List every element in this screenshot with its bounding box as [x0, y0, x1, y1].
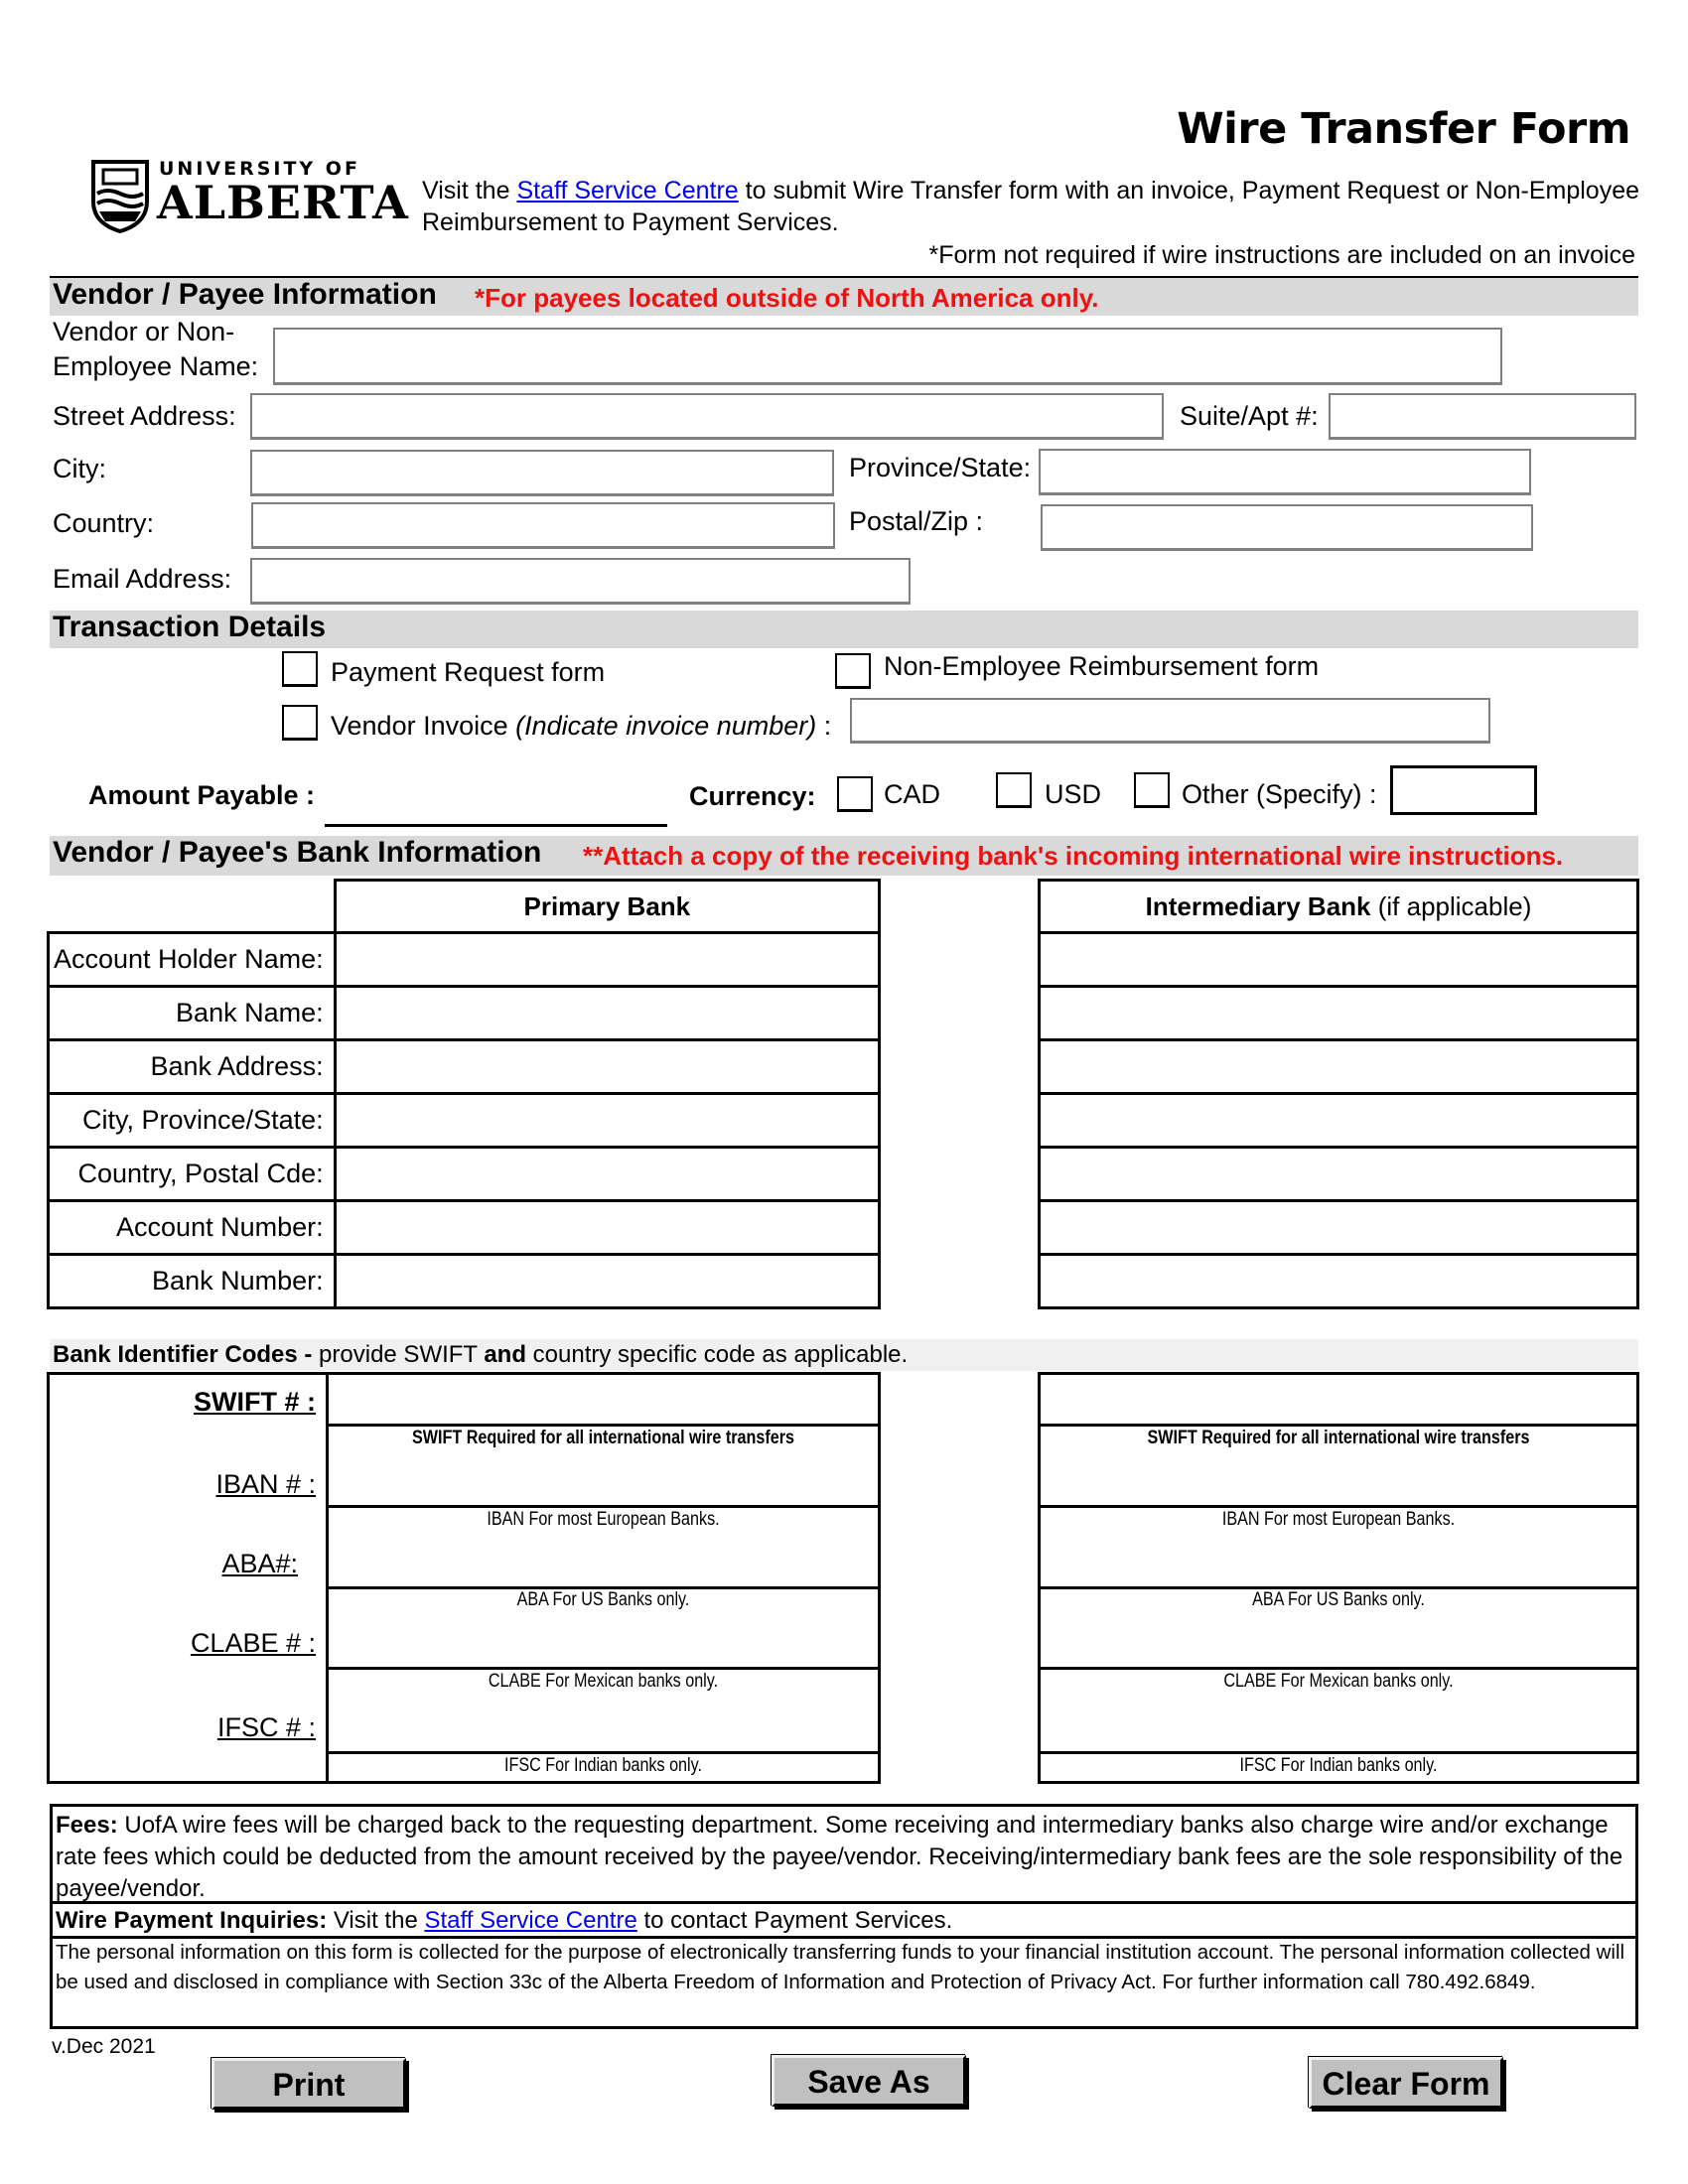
save-as-button[interactable]: Save As [772, 2055, 966, 2107]
vendor-section-bar [50, 278, 1638, 316]
primary-city-province-cell[interactable] [335, 1094, 879, 1148]
form-not-required-note: *Form not required if wire instructions are included on an invoice [928, 241, 1635, 269]
primary-swift-cell[interactable] [329, 1375, 878, 1427]
intermediary-identifier-block [1038, 1372, 1639, 1784]
province-input[interactable] [1041, 451, 1529, 492]
intermediary-ifsc-input[interactable] [1041, 1695, 1636, 1751]
province-label: Province/State: [849, 453, 1032, 482]
iban-hint: IBAN For most European Banks. [487, 1509, 720, 1530]
page-title: Wire Transfer Form [1177, 104, 1630, 154]
bank-row-label: City, Province/State: [49, 1094, 336, 1148]
currency-usd-label: USD [1045, 779, 1102, 809]
suite-input[interactable] [1331, 395, 1634, 437]
vendor-section-title: Vendor / Payee Information [53, 278, 437, 311]
intermediary-bank-number-cell[interactable] [1040, 1255, 1638, 1308]
primary-bank-address-cell[interactable] [335, 1040, 879, 1094]
bank-row-label: Country, Postal Cde: [49, 1148, 336, 1201]
primary-account-number-input[interactable] [337, 1214, 878, 1242]
clabe-hint: CLABE For Mexican banks only. [488, 1671, 719, 1692]
primary-aba-cell[interactable] [329, 1534, 878, 1589]
non-employee-checkbox[interactable] [835, 653, 871, 689]
intermediary-city-province-cell[interactable] [1040, 1094, 1638, 1148]
clabe-label: CLABE # : [190, 1628, 316, 1658]
fees-label: Fees: [56, 1812, 118, 1839]
bank-row-label: Bank Name: [49, 987, 336, 1040]
intermediary-header-bold: Intermediary Bank [1145, 890, 1371, 921]
country-input[interactable] [253, 504, 833, 546]
invoice-number-input[interactable] [852, 700, 1488, 741]
intermediary-aba-input[interactable] [1041, 1534, 1636, 1586]
invoice-number-field[interactable] [850, 698, 1490, 744]
intro-suffix: to submit Wire Transfer form with an invoice, Payment Request or Non-Employee Reimbursement to Payment Services. [422, 177, 1640, 236]
identifier-title-and: and [484, 1341, 526, 1368]
identifier-section-bar [50, 1339, 1638, 1371]
currency-cad-label: CAD [884, 779, 941, 809]
vendor-invoice-hint: (Indicate invoice number) [515, 711, 817, 741]
fees-text: UofA wire fees will be charged back to the requesting department. Some receiving and intermediary banks also charge wire and/or exchange rate fees which could be deducted from the amount received by the payee/vendor. Receiving/intermediary bank fees are the sole responsibility of the payee/vendor. [56, 1812, 1623, 1902]
intermediary-country-postal-input[interactable] [1041, 1160, 1636, 1188]
intro-text [422, 175, 1643, 238]
vendor-name-label-line1: Vendor or Non- [53, 317, 235, 346]
payment-request-label: Payment Request form [331, 657, 606, 687]
vendor-section-note: *For payees located outside of North America only. [475, 283, 1099, 313]
intro-prefix: Visit the [422, 177, 517, 205]
primary-ifsc-input[interactable] [329, 1695, 878, 1751]
country-label: Country: [53, 508, 155, 538]
vendor-invoice-text: Vendor Invoice [331, 711, 516, 741]
swift-hint: SWIFT Required for all international wire transfers [412, 1428, 794, 1448]
iban-label: IBAN # : [215, 1469, 316, 1499]
print-button[interactable]: Print [211, 2058, 406, 2110]
bank-row-label: Account Holder Name: [49, 933, 336, 987]
identifier-labels [50, 1375, 316, 1781]
vendor-name-label-line2: Employee Name: [53, 351, 259, 381]
bank-section-note: **Attach a copy of the receiving bank's incoming international wire instructions. [583, 841, 1564, 871]
primary-account-number-cell[interactable] [335, 1201, 879, 1255]
clear-form-button[interactable]: Clear Form [1309, 2057, 1503, 2109]
primary-city-province-input[interactable] [337, 1107, 878, 1135]
bank-row-label: Account Number: [49, 1201, 336, 1255]
identifier-title-part2: country specific code as applicable. [525, 1341, 909, 1368]
non-employee-label: Non-Employee Reimbursement form [884, 651, 1320, 681]
intermediary-bank-address-cell[interactable] [1040, 1040, 1638, 1094]
primary-ifsc-cell[interactable] [329, 1695, 878, 1754]
intermediary-account-holder-input[interactable] [1041, 946, 1636, 974]
bank-row-label: Bank Number: [49, 1255, 336, 1308]
version-label: v.Dec 2021 [52, 2035, 156, 2058]
street-address-input[interactable] [252, 395, 1162, 437]
primary-bank-header: Primary Bank [335, 881, 879, 933]
intermediary-bank-number-input[interactable] [1041, 1268, 1636, 1296]
currency-label: Currency: [689, 781, 816, 811]
staff-service-centre-link[interactable]: Staff Service Centre [516, 177, 739, 205]
primary-header-spacer [49, 881, 336, 933]
intermediary-iban-cell[interactable] [1041, 1452, 1636, 1508]
primary-aba-input[interactable] [329, 1534, 878, 1586]
identifier-values [329, 1375, 878, 1781]
currency-cad-checkbox[interactable] [837, 776, 873, 812]
swift-label: SWIFT # : [194, 1387, 316, 1417]
transaction-section-title: Transaction Details [53, 611, 327, 643]
vendor-name-field[interactable] [273, 328, 1502, 385]
intermediary-account-holder-cell[interactable] [1040, 933, 1638, 987]
amount-payable-input[interactable] [325, 770, 667, 824]
intermediary-swift-cell[interactable] [1041, 1375, 1636, 1427]
intermediary-account-number-input[interactable] [1041, 1214, 1636, 1242]
primary-clabe-cell[interactable] [329, 1613, 878, 1670]
city-label: City: [53, 454, 106, 483]
postal-label: Postal/Zip : [849, 506, 984, 536]
university-logo [89, 154, 409, 233]
identifier-title-part1: provide SWIFT [319, 1341, 485, 1368]
intermediary-bank-address-input[interactable] [1041, 1053, 1636, 1081]
vendor-invoice-label [331, 709, 831, 743]
amount-payable-label: Amount Payable : [88, 780, 316, 810]
logo-line2: ALBERTA [157, 176, 409, 229]
intermediary-bank-table [1038, 879, 1639, 1309]
primary-account-holder-input[interactable] [337, 946, 878, 974]
intermediary-clabe-cell[interactable] [1041, 1613, 1636, 1670]
intermediary-clabe-input[interactable] [1041, 1613, 1636, 1667]
clabe-hint: CLABE For Mexican banks only. [1223, 1671, 1454, 1692]
inquiries-prefix: Visit the [327, 1907, 425, 1934]
intermediary-ifsc-cell[interactable] [1041, 1695, 1636, 1754]
intermediary-bank-name-cell[interactable] [1040, 987, 1638, 1040]
email-field[interactable] [250, 558, 911, 605]
aba-hint: ABA For US Banks only. [1252, 1589, 1425, 1610]
country-field[interactable] [251, 502, 835, 549]
vendor-invoice-colon: : [816, 711, 832, 741]
city-field[interactable] [250, 450, 834, 496]
primary-iban-cell[interactable] [329, 1452, 878, 1508]
ifsc-label: IFSC # : [216, 1712, 316, 1742]
email-input[interactable] [252, 560, 909, 602]
staff-service-centre-link[interactable]: Staff Service Centre [424, 1907, 637, 1934]
primary-account-holder-cell[interactable] [335, 933, 879, 987]
primary-bank-table [47, 879, 881, 1309]
primary-bank-number-input[interactable] [337, 1268, 878, 1296]
postal-input[interactable] [1043, 506, 1531, 548]
vendor-invoice-checkbox[interactable] [282, 705, 318, 741]
primary-country-postal-cell[interactable] [335, 1148, 879, 1201]
privacy-notice: The personal information on this form is collected for the purpose of electronically transferring funds to your financial institution account. The personal information collected will be used and disclosed in compliance with Section 33c of the Alberta Freedom of Information and Protection of Privacy Act. For further information call 780.492.6849. [50, 1936, 1638, 2029]
bank-row-label: Bank Address: [49, 1040, 336, 1094]
other-currency-input[interactable] [1393, 768, 1534, 812]
other-currency-field[interactable] [1390, 765, 1537, 815]
intermediary-account-number-cell[interactable] [1040, 1201, 1638, 1255]
aba-label: ABA#: [221, 1549, 298, 1578]
amount-payable-field[interactable] [325, 770, 667, 827]
primary-identifier-block [47, 1372, 881, 1784]
primary-bank-address-input[interactable] [337, 1053, 878, 1081]
aba-hint: ABA For US Banks only. [516, 1589, 690, 1610]
intermediary-bank-header [1040, 881, 1638, 933]
intermediary-aba-cell[interactable] [1041, 1534, 1636, 1589]
postal-field[interactable] [1041, 504, 1533, 551]
intermediary-country-postal-cell[interactable] [1040, 1148, 1638, 1201]
primary-swift-input[interactable] [329, 1375, 878, 1424]
inquiries-label: Wire Payment Inquiries: [56, 1907, 328, 1934]
intermediary-city-province-input[interactable] [1041, 1107, 1636, 1135]
swift-hint: SWIFT Required for all international wire transfers [1147, 1428, 1530, 1448]
currency-other-label: Other (Specify) : [1182, 779, 1377, 809]
primary-bank-name-input[interactable] [337, 1000, 878, 1027]
intermediary-bank-name-input[interactable] [1041, 1000, 1636, 1027]
currency-usd-checkbox[interactable] [996, 772, 1032, 808]
primary-iban-input[interactable] [329, 1452, 878, 1505]
city-input[interactable] [252, 452, 832, 493]
intermediary-swift-input[interactable] [1041, 1375, 1636, 1424]
bank-section-bar [50, 836, 1638, 876]
inquiries-notice [50, 1901, 1638, 1939]
ifsc-hint: IFSC For Indian banks only. [1239, 1755, 1438, 1776]
iban-hint: IBAN For most European Banks. [1221, 1509, 1456, 1530]
ifsc-hint: IFSC For Indian banks only. [504, 1755, 702, 1776]
primary-bank-number-cell[interactable] [335, 1255, 879, 1308]
primary-clabe-input[interactable] [329, 1613, 878, 1667]
fees-notice [50, 1804, 1638, 1904]
suite-field[interactable] [1329, 393, 1636, 440]
payment-request-checkbox[interactable] [282, 651, 318, 687]
intermediary-header-normal: (if applicable) [1370, 890, 1532, 921]
logo-line1: UNIVERSITY OF [159, 158, 360, 180]
vendor-name-input[interactable] [275, 330, 1500, 382]
currency-other-checkbox[interactable] [1134, 772, 1170, 808]
transaction-section-bar [50, 611, 1638, 648]
bank-section-title: Vendor / Payee's Bank Information [53, 836, 542, 869]
province-field[interactable] [1039, 449, 1531, 495]
suite-label: Suite/Apt #: [1180, 401, 1319, 431]
inquiries-suffix: to contact Payment Services. [636, 1907, 953, 1934]
identifier-title-bold: Bank Identifier Codes - [53, 1341, 320, 1368]
email-label: Email Address: [53, 564, 232, 594]
street-address-field[interactable] [250, 393, 1164, 440]
primary-bank-name-cell[interactable] [335, 987, 879, 1040]
intermediary-iban-input[interactable] [1041, 1452, 1636, 1505]
street-address-label: Street Address: [53, 401, 236, 431]
primary-country-postal-input[interactable] [337, 1160, 878, 1188]
